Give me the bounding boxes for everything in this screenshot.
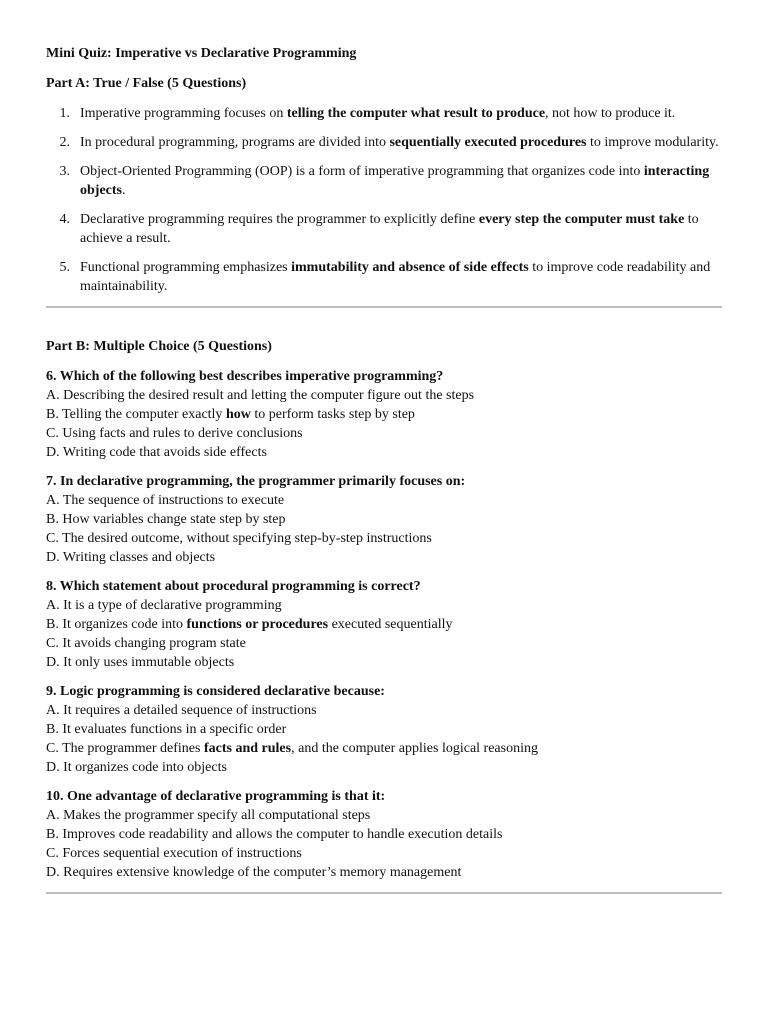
- document-title: Mini Quiz: Imperative vs Declarative Programming: [46, 46, 357, 61]
- option-c: C. The programmer defines facts and rules, and the computer applies logical reasoning: [46, 741, 538, 756]
- option-b: B. It organizes code into functions or procedures executed sequentially: [46, 617, 453, 632]
- tf-question-5: [46, 258, 722, 296]
- mc-question-8: [46, 577, 722, 672]
- option-d: D. Requires extensive knowledge of the computer’s memory management: [46, 865, 462, 880]
- true-false-list: [46, 104, 722, 296]
- option-a: A. Describing the desired result and letting the computer figure out the steps: [46, 388, 475, 403]
- option-d: D. It organizes code into objects: [46, 760, 227, 775]
- option-a: A. It requires a detailed sequence of instructions: [46, 703, 317, 718]
- question-statement: Functional programming emphasizes immutability and absence of side effects to improve code readability and maintainability.: [80, 260, 711, 294]
- tf-question-4: [46, 210, 722, 248]
- mc-question-9: [46, 682, 722, 777]
- question-text: 9. Logic programming is considered declarative because:: [46, 684, 385, 699]
- section-divider: [46, 892, 722, 894]
- tf-question-3: [46, 162, 722, 200]
- part-b-heading: Part B: Multiple Choice (5 Questions): [46, 339, 272, 354]
- section-divider: [46, 306, 722, 308]
- question-number: 3.: [59, 164, 70, 179]
- tf-question-1: [46, 104, 722, 123]
- question-number: 1.: [59, 106, 70, 121]
- question-number: 2.: [59, 135, 70, 150]
- question-number: 5.: [59, 260, 70, 275]
- question-number: 4.: [59, 212, 70, 227]
- option-d: D. Writing classes and objects: [46, 550, 216, 565]
- question-text: 8. Which statement about procedural programming is correct?: [46, 579, 421, 594]
- part-b-section: [46, 337, 722, 894]
- question-statement: Object-Oriented Programming (OOP) is a form of imperative programming that organizes code into interacting objects.: [80, 164, 710, 198]
- option-b: B. It evaluates functions in a specific order: [46, 722, 287, 737]
- question-text: 7. In declarative programming, the programmer primarily focuses on:: [46, 474, 466, 489]
- option-a: A. It is a type of declarative programming: [46, 598, 282, 613]
- option-c: C. Using facts and rules to derive conclusions: [46, 426, 303, 441]
- mc-question-10: [46, 787, 722, 882]
- question-statement: Declarative programming requires the programmer to explicitly define every step the computer must take to achieve a result.: [80, 212, 699, 246]
- option-d: D. It only uses immutable objects: [46, 655, 235, 670]
- mc-question-6: [46, 367, 722, 462]
- mc-question-7: [46, 472, 722, 567]
- option-d: D. Writing code that avoids side effects: [46, 445, 267, 460]
- option-b: B. Telling the computer exactly how to perform tasks step by step: [46, 407, 415, 422]
- option-b: B. Improves code readability and allows the computer to handle execution details: [46, 827, 503, 842]
- option-c: C. The desired outcome, without specifying step-by-step instructions: [46, 531, 432, 546]
- part-a-heading: Part A: True / False (5 Questions): [46, 76, 247, 91]
- option-a: A. Makes the programmer specify all computational steps: [46, 808, 371, 823]
- tf-question-2: [46, 133, 722, 152]
- option-b: B. How variables change state step by step: [46, 512, 286, 527]
- question-statement: In procedural programming, programs are divided into sequentially executed procedures to improve modularity.: [80, 135, 719, 150]
- question-text: 6. Which of the following best describes imperative programming?: [46, 369, 444, 384]
- option-c: C. Forces sequential execution of instructions: [46, 846, 302, 861]
- option-a: A. The sequence of instructions to execute: [46, 493, 285, 508]
- question-statement: Imperative programming focuses on telling the computer what result to produce, not how to produce it.: [80, 106, 676, 121]
- option-c: C. It avoids changing program state: [46, 636, 246, 651]
- question-text: 10. One advantage of declarative programming is that it:: [46, 789, 386, 804]
